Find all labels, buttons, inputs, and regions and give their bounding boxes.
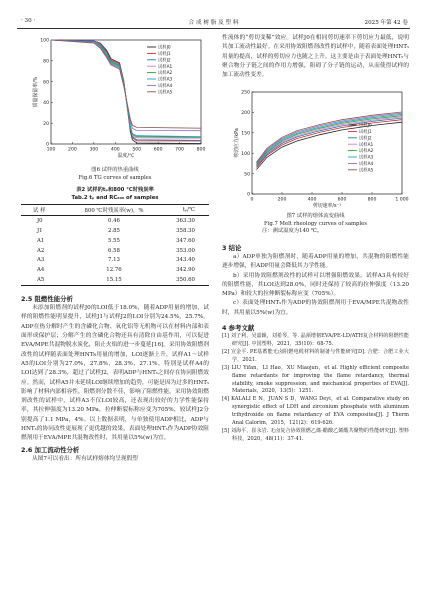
legend-label: 试样A4 [359,162,374,168]
series-line-2 [51,40,201,141]
figure-7-rheology-curves [222,86,409,212]
conclusion-a: a）ADP单独为阻燃剂时，随着ADP用量的增加，共混物的阻燃性能逐步增强，但ADP用量会降低其力学性能。 [222,253,409,270]
x-axis-label: 温度/℃ [117,153,135,159]
reference-item: [1] 刘子利，吴嘉颖，刘希琴，等. 晶须增韧EVA/PE-LD/ATH复合材料的阻燃性能研究[J]. 中国塑料，2021，35(10)：68-75. [222,333,409,347]
legend-label: 试样J0 [359,124,372,130]
y-tick-label: 80 [43,59,49,65]
table-cell-tp: 343.40 [176,257,195,264]
section-2-5-paragraph: 未添加阻燃剂的试样J0的LOI低于18.0%，随着ADP用量的增加，试样的阻燃性能明显提升，试样J1与试样J2的LOI分别为24.5%，25.7%。ADP在热分解时产生的含磷化合物、氧化铝等无机物可以在材料内部和表面形成保护层；分解产生的含磷化合物还具有清除自由基作用，可以促进EVA/MPE共混物脱水炭化，阻止火焰的进一步蔓延[16]。采用协效阻燃剂改性的试样随表面处理HNTs用量的增加，LOI逐渐上升，试样A1～试样A5的LOI分别为27.0%，27.8%，28.3%，27.1%，特别是试样A4的LOI达到了28.3%，超过了试样J2，表明ADP与HNTₛ之间存在协同阻燃效应。然而，试样A5并未延续LOI继续增加的趋势，可能是因为过多的HNTₛ影响了材料内部相容性，阻燃剂分散不佳，影响了阻燃性能。采用协效阻燃剂改性的试样中，试样A3不仅LOI较高，还表现出较好的力学性能保持率，其拉伸强度为13.20 MPa，拉伸断裂标称应变为705%，较试样J2分别提高了1.1 MPa，4%。以上数据表明，与单独使用ADP相比，ADP与HNTₛ的协同改性更展现了更优越的效果，表面处理HNTₛ作为ADP协效阻燃剂用于EVA/MPE共混物改性时，其用量以5%(w)为宜。 [21,305,209,442]
table-row [21,226,209,236]
table-cell-residue: 12.76 [106,267,122,274]
header-rule [17,28,410,29]
table-cell-residue: 15.15 [106,277,122,284]
y-tick-label: 0 [247,193,250,199]
section-2-6-paragraph: 从图7可以看出：所有试样熔体均呈现假塑 [32,455,138,462]
table-cell-residue: 0.46 [107,217,120,224]
reference-item: [5] 刘海平，崔永岩. 无卤复合协效阻燃乙烯-醋酸乙烯酯共聚物的性能研究[J]. 塑料科技，2020，48(11)：37-41. [222,427,409,442]
table-cell-sample: A5 [37,277,45,284]
table-2-title-en: Tab.2 tₚ and RC₈₀₀ of samples [71,194,159,201]
y-tick-label: 250 [241,91,250,97]
table-header-residue: 800 ℃时残炭率(w)，% [84,207,144,214]
legend-label: 试样A5 [359,168,374,174]
x-tick-label: 700 [175,147,184,153]
table-cell-sample: J1 [37,227,43,234]
x-tick-label: 1 000 [395,197,409,203]
conclusion-b: b）采用协效阻燃剂改性的试样可以增强阻燃效果。试样A3具有较好的阻燃性能，其LOI达到28.0%，同时还保持了较高的拉伸强度（13.20 MPa）和较大的拉伸断裂标称应变（705%）。 [222,272,409,298]
table-cell-sample: A1 [37,237,45,244]
figure-7-caption-cn: 图7 试样的熔体流变曲线 [286,213,345,220]
journal-issue: 2025 年第 42 卷 [364,20,408,26]
reference-item: [4] KALALI E N，JUAN S D，WANG Deyi，et al. Comparative study on synergistic effect of LDH and zirconium phosphate with aluminum trihydroxide on flame retardancy of EVA composites[J]. J Therm Anal Calorim，2015，121(2)：619-626. [222,396,409,427]
table-cell-tp: 347.60 [176,237,195,244]
x-axis-label: 剪切速率/s⁻¹ [312,203,342,210]
y-tick-label: 60 [43,80,49,86]
figure-6-caption-en: Fig.6 TG curves of samples [78,174,152,181]
x-tick-label: 300 [89,147,99,153]
table-cell-sample: A4 [37,267,45,274]
y-tick-label: 0 [46,142,49,148]
section-2-5-title: 2.5 阻燃性能分析 [21,295,73,304]
table-2-body [21,215,209,285]
section-4-title: 4 参考文献 [222,324,255,333]
figure-7-caption-en: Fig.7 Melt rheology curves of samples [264,220,367,227]
table-cell-tp: 350.60 [176,277,195,284]
y-tick-label: 50 [244,172,250,178]
series-line-8 [51,40,201,128]
y-tick-label: 20 [43,121,49,127]
y-tick-label: 100 [241,152,250,158]
table-2-title-cn: 表2 试样的tₚ和800 ℃时残炭率 [76,187,154,193]
page-number: · 30 · [21,18,36,24]
x-tick-label: 400 [110,147,120,153]
table-header-sample: 试 样 [33,207,46,214]
table-row [21,255,209,265]
series-line-5 [51,40,201,137]
table-row [21,215,209,225]
y-axis-label: 质量保留率/% [33,76,39,108]
conclusion-c: c）表面处理HNTₛ作为ADP的协效阻燃剂用于EVA/MPE共混物改性时，其用量以5%(w)为宜。 [222,300,409,316]
x-tick-label: 200 [68,147,77,153]
table-row [21,275,209,285]
series-line-6 [51,40,201,137]
table-cell-residue: 2.85 [107,227,120,234]
table-cell-residue: 6.58 [107,247,120,254]
figure-7-note: 注：测试温度为140 ℃。 [262,228,323,235]
legend-label: 试样J1 [359,130,372,136]
figure-6-tg-curves [21,34,209,162]
table-cell-sample: A3 [37,257,45,264]
table-cell-tp: 358.30 [176,227,195,234]
legend-label: 试样J0 [158,45,171,51]
x-tick-label: 600 [153,147,163,153]
table-cell-residue: 7.13 [107,257,120,264]
x-tick-label: 200 [277,197,287,203]
x-tick-label: 800 [367,197,377,203]
right-intro-paragraph: 性流体的“剪切变稀”效应。试样J0在相同剪切速率下剪切应力最低，说明其加工流动性最好。在采用协效阻燃剂改性的试样中，随着表面处理HNTₛ用量的提高，试样的剪切应力也随之上升。这主要是由于表面处理HNTₛ与聚合物分子链之间的作用力增强，阻碍了分子链的运动，从而使得试样的加工流动性变差。 [222,35,409,79]
right-column [222,34,409,444]
legend-label: 试样J1 [158,52,171,57]
table-row [21,246,209,256]
section-2-6-title: 2.6 加工流动性分析 [21,445,80,454]
x-tick-label: 0 [250,197,254,203]
legend-label: 试样A3 [359,156,374,162]
y-axis-label: 剪切应力/kPa [234,128,240,159]
y-tick-label: 40 [43,101,49,107]
y-tick-label: 200 [241,111,250,117]
table-cell-sample: A2 [37,247,45,254]
table-cell-tp: 363.30 [176,217,195,224]
section-3-title: 3 结论 [222,243,242,252]
series-line-3 [51,40,201,140]
y-tick-label: 150 [241,131,250,137]
table-cell-sample: J0 [37,217,43,224]
x-tick-label: 500 [132,147,142,153]
legend-label: 试样A1 [359,143,374,149]
legend-label: 试样A5 [158,90,173,96]
x-tick-label: 400 [307,197,317,203]
plot-frame [51,40,201,144]
legend-label: 试样A4 [158,84,173,89]
figure-6-caption-cn: 图6 试样的热重曲线 [91,167,139,173]
legend-label: 试样J2 [359,136,372,142]
series-line-4 [51,40,201,138]
reference-item: [2] 宣金平. PE基蓄能无卤阻燃电缆材料的制备与性能研究[D]. 合肥：合肥工业大学，2021. [222,348,409,363]
left-column [21,34,209,464]
x-tick-label: 100 [46,147,56,153]
table-row [21,265,209,275]
series-line-7 [51,40,201,131]
y-tick-label: 100 [40,38,49,44]
legend-label: 试样A2 [359,149,374,155]
table-cell-tp: 342.90 [176,267,195,274]
table-cell-tp: 353.00 [176,247,195,254]
x-tick-label: 800 [196,147,206,153]
x-tick-label: 600 [337,197,347,203]
legend-label: 试样J2 [158,58,171,64]
journal-name: 合 成 树 脂 及 塑 料 [188,20,239,26]
table-row [21,236,209,246]
table-header-tp: tₚ/℃ [182,206,195,213]
legend-label: 试样A1 [158,64,173,70]
reference-list [222,333,409,444]
table-2 [21,204,209,286]
legend-label: 试样A2 [158,71,173,77]
reference-item: [3] LIU Yifan，LI Hao，XU Miaojun，et al. Highly efficient composite flame retardants for improving the flame retardancy, thermal stability, smoke suppression, and mechanical properties of EVA[J]. Materials，2020，13(5)：1251. [222,364,409,395]
legend-label: 试样A3 [158,77,173,83]
table-cell-residue: 5.55 [107,237,120,244]
